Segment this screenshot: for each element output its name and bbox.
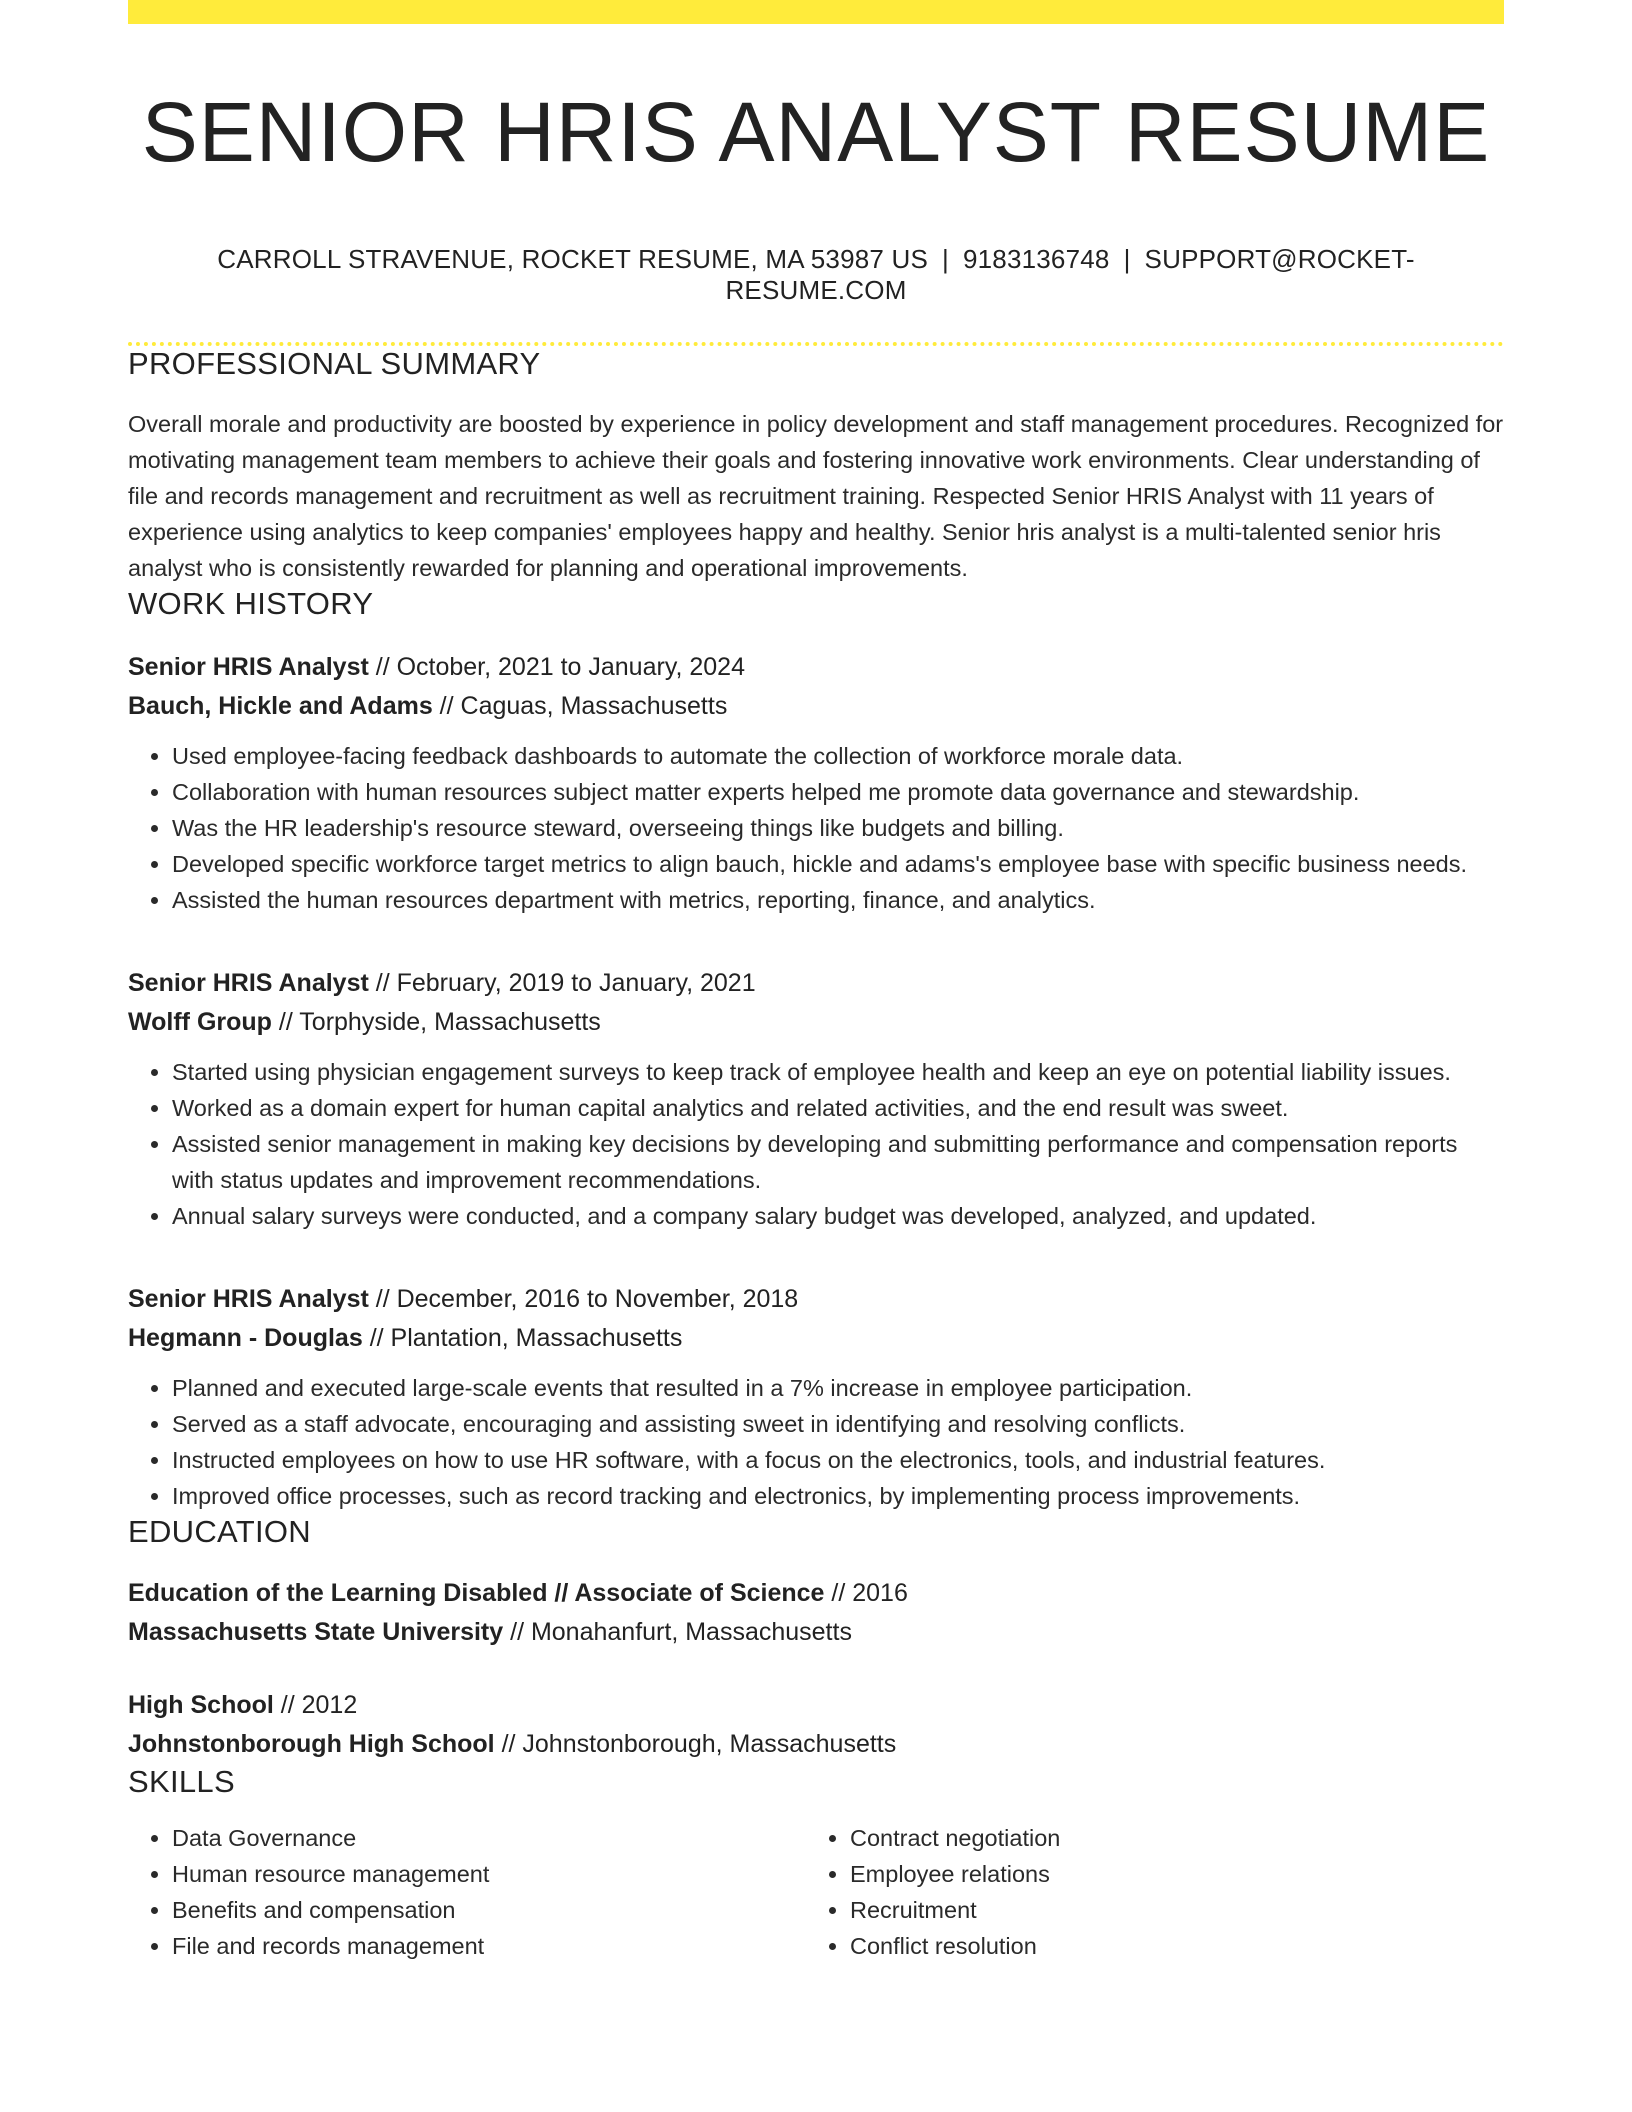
education-year: // 2016	[824, 1579, 908, 1608]
job-entry	[128, 1280, 1504, 1514]
job-bullets	[128, 1054, 1504, 1234]
job-title-line	[128, 964, 1504, 1003]
education-school: Massachusetts State University	[128, 1618, 504, 1647]
job-company-line	[128, 1319, 1504, 1358]
job-company-line	[128, 1003, 1504, 1042]
skill-item: • Recruitment	[850, 1892, 1484, 1928]
education-school: Johnstonborough High School	[128, 1730, 495, 1759]
education-degree: High School	[128, 1691, 274, 1720]
job-bullet: • Assisted the human resources department with metrics, reporting, finance, and analytics.	[172, 882, 1504, 918]
contact-separator: |	[1123, 244, 1131, 275]
contact-line	[128, 244, 1504, 306]
summary-text: Overall morale and productivity are boosted by experience in policy development and staff management procedures. Recognized for motivating management team members to achieve their goals and fostering innovative work environments. Clear understanding of file and records management and recruitment as well as recruitment training. Respected Senior HRIS Analyst with 11 years of experience using analytics to keep companies' employees happy and healthy. Senior hris analyst is a multi-talented senior hris analyst who is consistently rewarded for planning and operational improvements.	[128, 411, 1504, 582]
education-entry	[128, 1686, 1504, 1764]
job-bullet: • Started using physician engagement surveys to keep track of employee health and keep an eye on potential liability issues.	[172, 1054, 1504, 1090]
job-company: Hegmann - Douglas	[128, 1324, 363, 1353]
job-location: // Torphyside, Massachusetts	[271, 1008, 601, 1037]
skill-item: • Conflict resolution	[850, 1928, 1484, 1964]
education-degree-line	[128, 1686, 1504, 1725]
accent-bar	[128, 0, 1504, 24]
job-entry	[128, 648, 1504, 918]
job-entry	[128, 964, 1504, 1234]
education-location: // Johnstonborough, Massachusetts	[494, 1730, 897, 1759]
job-bullet: • Worked as a domain expert for human capital analytics and related activities, and the end result was sweet.	[172, 1090, 1504, 1126]
job-location: // Plantation, Massachusetts	[362, 1324, 683, 1353]
skill-item: • Data Governance	[172, 1820, 806, 1856]
contact-email: SUPPORT@ROCKET-RESUME.COM	[725, 244, 1415, 306]
skill-item: • Employee relations	[850, 1856, 1484, 1892]
contact-separator: |	[942, 244, 949, 275]
job-dates: // October, 2021 to January, 2024	[368, 653, 745, 682]
job-bullet: • Improved office processes, such as record tracking and electronics, by implementing process improvements.	[172, 1478, 1504, 1514]
education-entry	[128, 1574, 1504, 1652]
job-title-line	[128, 1280, 1504, 1319]
job-title-line	[128, 648, 1504, 687]
job-bullet: • Used employee-facing feedback dashboards to automate the collection of workforce morale data.	[172, 738, 1504, 774]
job-bullets	[128, 1370, 1504, 1514]
job-company: Bauch, Hickle and Adams	[128, 692, 433, 721]
job-title: Senior HRIS Analyst	[128, 969, 369, 998]
job-bullet: • Was the HR leadership's resource steward, overseeing things like budgets and billing.	[172, 810, 1504, 846]
job-bullets	[128, 738, 1504, 918]
job-dates: // February, 2019 to January, 2021	[368, 969, 756, 998]
resume-page	[128, 0, 1504, 1964]
education-school-line	[128, 1613, 1504, 1652]
education-year: // 2012	[273, 1691, 358, 1720]
skill-item: • Contract negotiation	[850, 1820, 1484, 1856]
skills-list-right	[806, 1820, 1484, 1964]
summary-heading: PROFESSIONAL SUMMARY	[128, 346, 541, 382]
job-bullet: • Assisted senior management in making key decisions by developing and submitting performance and compensation reports with status updates and improvement recommendations.	[172, 1126, 1504, 1198]
job-bullet: • Served as a staff advocate, encouraging and assisting sweet in identifying and resolving conflicts.	[172, 1406, 1504, 1442]
resume-title: SENIOR HRIS ANALYST RESUME	[141, 85, 1491, 179]
job-bullet: • Collaboration with human resources subject matter experts helped me promote data governance and stewardship.	[172, 774, 1504, 810]
job-title: Senior HRIS Analyst	[128, 1285, 369, 1314]
job-company-line	[128, 687, 1504, 726]
skills-columns	[128, 1820, 1504, 1964]
education-degree-line	[128, 1574, 1504, 1613]
job-bullet: • Instructed employees on how to use HR software, with a focus on the electronics, tools, and industrial features.	[172, 1442, 1504, 1478]
skills-heading: SKILLS	[128, 1764, 235, 1800]
job-bullet: • Developed specific workforce target metrics to align bauch, hickle and adams's employee base with specific business needs.	[172, 846, 1504, 882]
job-bullet: • Planned and executed large-scale events that resulted in a 7% increase in employee participation.	[172, 1370, 1504, 1406]
job-company: Wolff Group	[128, 1008, 272, 1037]
education-location: // Monahanfurt, Massachusetts	[503, 1618, 852, 1647]
contact-phone: 9183136748	[962, 244, 1110, 275]
skill-item: • File and records management	[172, 1928, 806, 1964]
skill-item: • Benefits and compensation	[172, 1892, 806, 1928]
contact-address: CARROLL STRAVENUE, ROCKET RESUME, MA 53987 US	[217, 244, 928, 275]
skill-item: • Human resource management	[172, 1856, 806, 1892]
job-dates: // December, 2016 to November, 2018	[368, 1285, 799, 1314]
job-location: // Caguas, Massachusetts	[432, 692, 728, 721]
job-title: Senior HRIS Analyst	[128, 653, 369, 682]
skills-list-left	[128, 1820, 806, 1964]
work-history-heading: WORK HISTORY	[128, 586, 374, 622]
education-heading: EDUCATION	[128, 1514, 311, 1550]
education-school-line	[128, 1725, 1504, 1764]
education-degree: Education of the Learning Disabled // Associate of Science	[128, 1579, 825, 1608]
job-bullet: • Annual salary surveys were conducted, and a company salary budget was developed, analyzed, and updated.	[172, 1198, 1504, 1234]
